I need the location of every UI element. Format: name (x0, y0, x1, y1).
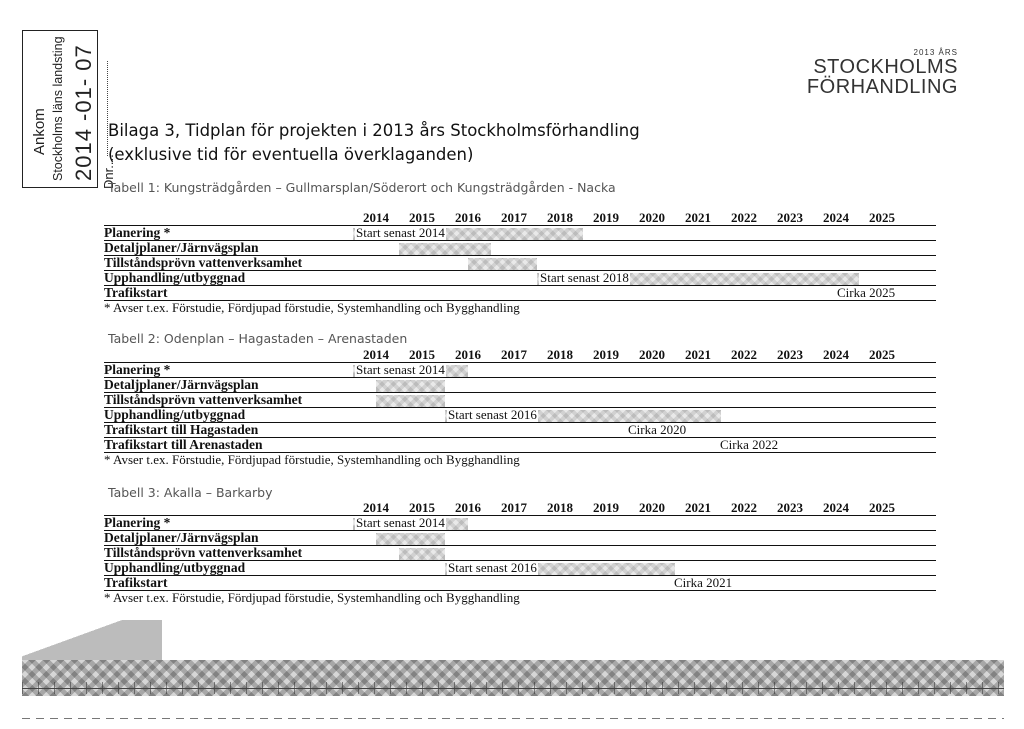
year-label: 2016 (455, 500, 481, 515)
row-note: Start senast 2014 (356, 225, 445, 240)
table-row (104, 530, 936, 546)
row-label: Upphandling/utbyggnad (104, 270, 246, 285)
received-stamp (22, 30, 116, 189)
year-label: 2018 (547, 347, 573, 362)
table-1-caption: Tabell 1: Kungsträdgården – Gullmarsplan/Söderort och Kungsträdgården - Nacka (108, 180, 616, 195)
year-label: 2016 (455, 347, 481, 362)
logo-line-1: STOCKHOLMS (813, 56, 958, 78)
year-label: 2018 (547, 500, 573, 515)
year-label: 2019 (593, 500, 619, 515)
timeline-bar (376, 380, 445, 392)
year-label: 2021 (685, 500, 711, 515)
row-label: Upphandling/utbyggnad (104, 407, 246, 422)
year-label: 2023 (777, 500, 803, 515)
stamp-dnr: Dnr.... (101, 154, 116, 189)
table-row (104, 392, 936, 408)
year-label: 2025 (869, 500, 895, 515)
row-label: Detaljplaner/Järnvägsplan (104, 530, 259, 545)
document-title (108, 119, 640, 167)
year-label: 2017 (501, 500, 527, 515)
table-footnote: * Avser t.ex. Förstudie, Fördjupad förstudie, Systemhandling och Bygghandling (104, 590, 520, 605)
year-label: 2020 (639, 210, 665, 225)
row-label: Trafikstart (104, 285, 168, 300)
table-row (104, 225, 936, 241)
table-2-caption: Tabell 2: Odenplan – Hagastaden – Arenastaden (108, 331, 408, 346)
year-label: 2015 (409, 500, 435, 515)
title-line-2: (exklusive tid för eventuella överklaganden) (108, 145, 474, 164)
row-label: Planering * (104, 362, 171, 377)
footer-rule (22, 688, 1004, 689)
year-label: 2025 (869, 347, 895, 362)
year-label: 2024 (823, 347, 849, 362)
year-label: 2019 (593, 210, 619, 225)
title-line-1: Bilaga 3, Tidplan för projekten i 2013 års Stockholmsförhandling (108, 121, 640, 140)
table-row (104, 575, 936, 591)
row-label: Tillståndsprövn vattenverksamhet (104, 392, 303, 407)
row-note: Start senast 2016 (448, 407, 537, 422)
logo-line-2: FÖRHANDLING (806, 76, 958, 98)
year-label: 2022 (731, 210, 757, 225)
timeline-bar (376, 395, 445, 407)
row-label: Planering * (104, 225, 171, 240)
row-note: Start senast 2014 (356, 515, 445, 530)
year-label: 2022 (731, 500, 757, 515)
row-label: Trafikstart (104, 575, 168, 590)
table-row (104, 285, 936, 301)
year-header (104, 211, 936, 226)
year-label: 2017 (501, 347, 527, 362)
year-label: 2014 (363, 500, 389, 515)
row-label: Planering * (104, 515, 171, 530)
table-row (104, 422, 936, 438)
table-row (104, 407, 936, 423)
year-label: 2018 (547, 210, 573, 225)
stamp-organisation: Stockholms läns landsting (51, 36, 65, 181)
year-label: 2020 (639, 347, 665, 362)
row-label: Trafikstart till Hagastaden (104, 422, 259, 437)
year-label: 2023 (777, 347, 803, 362)
year-label: 2021 (685, 347, 711, 362)
row-label: Tillståndsprövn vattenverksamhet (104, 545, 303, 560)
row-label: Upphandling/utbyggnad (104, 560, 246, 575)
year-label: 2019 (593, 347, 619, 362)
row-note: Cirka 2022 (720, 437, 779, 452)
year-label: 2014 (363, 347, 389, 362)
row-label: Detaljplaner/Järnvägsplan (104, 377, 259, 392)
timeline-bar (399, 243, 491, 255)
year-header (104, 501, 936, 516)
decorative-footer-band (22, 620, 1004, 700)
row-label: Tillståndsprövn vattenverksamhet (104, 255, 303, 270)
table-row (104, 437, 936, 453)
table-row (104, 377, 936, 393)
timeline-bar (468, 258, 537, 270)
logo (807, 48, 958, 97)
timeline-bar (399, 548, 445, 560)
year-label: 2024 (823, 500, 849, 515)
year-label: 2017 (501, 210, 527, 225)
year-label: 2022 (731, 347, 757, 362)
row-note: Cirka 2020 (628, 422, 687, 437)
timeline-bar (376, 533, 445, 545)
year-label: 2015 (409, 210, 435, 225)
table-row (104, 255, 936, 271)
row-note: Cirka 2025 (837, 285, 896, 300)
table-3-caption: Tabell 3: Akalla – Barkarby (108, 485, 273, 500)
year-label: 2020 (639, 500, 665, 515)
table-footnote: * Avser t.ex. Förstudie, Fördjupad förstudie, Systemhandling och Bygghandling (104, 452, 520, 467)
year-label: 2015 (409, 347, 435, 362)
stamp-date: 2014 -01- 07 (71, 44, 96, 181)
year-label: 2023 (777, 210, 803, 225)
table-row (104, 560, 936, 576)
year-label: 2014 (363, 210, 389, 225)
row-note: Start senast 2016 (448, 560, 537, 575)
footer-wedge (22, 620, 162, 660)
table-row (104, 545, 936, 561)
year-label: 2024 (823, 210, 849, 225)
footer-dashed-line (22, 718, 1004, 719)
table-row (104, 240, 936, 256)
row-note: Cirka 2021 (674, 575, 733, 590)
table-row (104, 362, 936, 378)
table-footnote: * Avser t.ex. Förstudie, Fördjupad förstudie, Systemhandling och Bygghandling (104, 300, 520, 315)
year-label: 2016 (455, 210, 481, 225)
row-label: Detaljplaner/Järnvägsplan (104, 240, 259, 255)
table-row (104, 515, 936, 531)
table-row (104, 270, 936, 286)
row-label: Trafikstart till Arenastaden (104, 437, 263, 452)
year-header (104, 348, 936, 363)
year-label: 2025 (869, 210, 895, 225)
year-label: 2021 (685, 210, 711, 225)
row-note: Start senast 2014 (356, 362, 445, 377)
stamp-ankom: Ankom (31, 108, 48, 155)
row-note: Start senast 2018 (540, 270, 629, 285)
logo-year: 2013 ÅRS (913, 48, 958, 57)
